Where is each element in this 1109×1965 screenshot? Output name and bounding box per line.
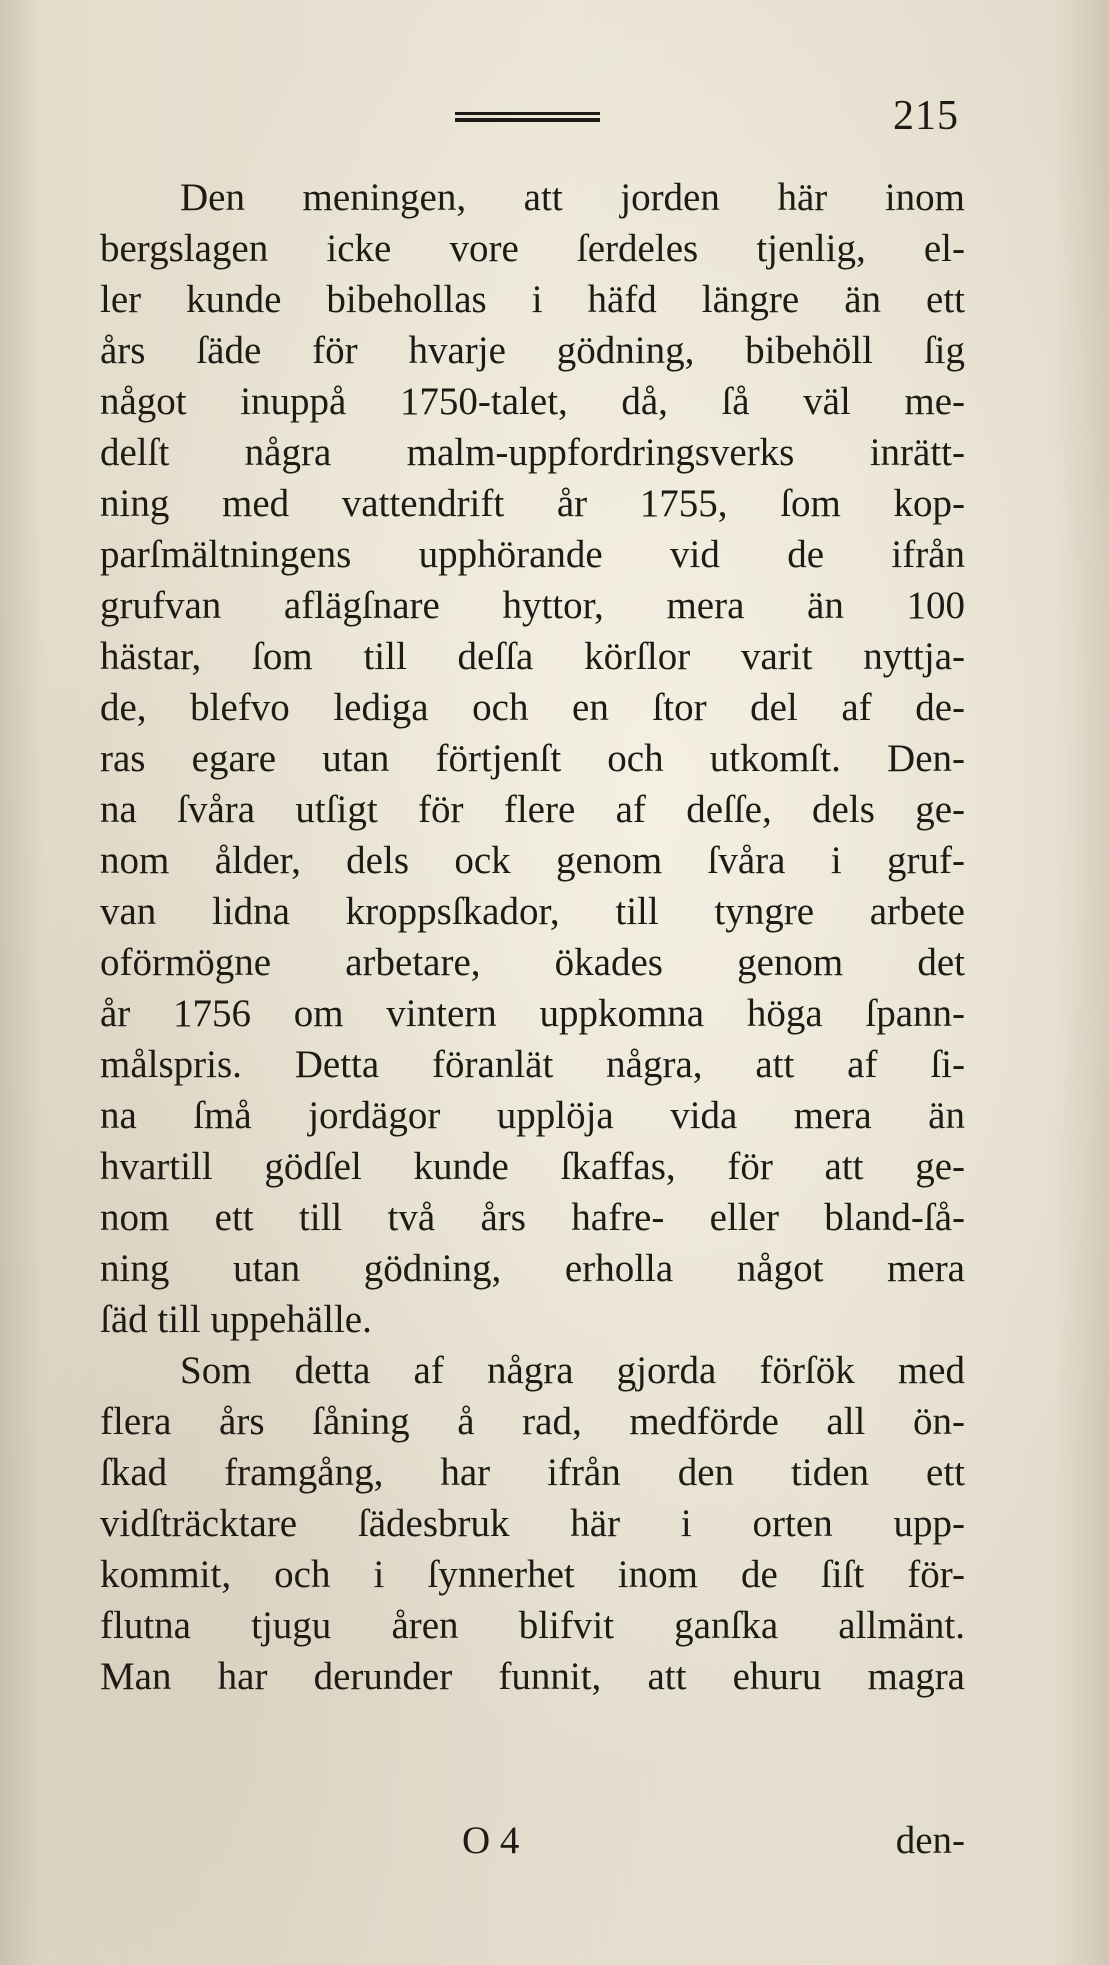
- text-line: ras egare utan förtjenſt och utkomſt. Den-: [100, 737, 965, 780]
- text-line: na ſmå jordägor upplöja vida mera än: [100, 1094, 965, 1137]
- text-line: de, blefvo lediga och en ſtor del af de-: [100, 686, 965, 729]
- body-text: [100, 172, 965, 1702]
- text-line: flera års ſåning å rad, medförde all ön-: [100, 1400, 965, 1443]
- text-line: bergslagen icke vore ſerdeles tjenlig, el-: [100, 227, 965, 270]
- catchword: den-: [895, 1819, 965, 1862]
- text-line: na ſvåra utſigt för flere af deſſe, dels ge-: [100, 788, 965, 831]
- text-line: målspris. Detta föranlät några, att af ſi-: [100, 1043, 965, 1086]
- text-line: ning utan gödning, erholla något mera: [100, 1247, 965, 1290]
- text-line: något inuppå 1750-talet, då, ſå väl me-: [100, 380, 965, 423]
- page-number: 215: [893, 93, 959, 139]
- text-line: ſäd till uppehälle.: [100, 1298, 372, 1341]
- text-line: van lidna kroppsſkador, till tyngre arbete: [100, 890, 965, 933]
- signature-mark: O 4: [462, 1819, 520, 1862]
- text-line: hvartill gödſel kunde ſkaffas, för att ge-: [100, 1145, 965, 1188]
- text-line: år 1756 om vintern uppkomna höga ſpann-: [100, 992, 965, 1035]
- text-line: Som detta af några gjorda förſök med: [180, 1349, 965, 1392]
- text-line: Den meningen, att jorden här inom: [180, 176, 965, 219]
- text-line: delſt några malm-uppfordringsverks inrätt-: [100, 431, 965, 474]
- text-line: parſmältningens upphörande vid de ifrån: [100, 533, 965, 576]
- header-rule: [455, 112, 600, 122]
- text-line: kommit, och i ſynnerhet inom de ſiſt för-: [100, 1553, 965, 1596]
- text-line: grufvan aflägſnare hyttor, mera än 100: [100, 584, 965, 627]
- text-line: vidſträcktare ſädesbruk här i orten upp-: [100, 1502, 965, 1545]
- text-line: års ſäde för hvarje gödning, bibehöll ſig: [100, 329, 965, 372]
- text-line: oförmögne arbetare, ökades genom det: [100, 941, 965, 984]
- text-line: hästar, ſom till deſſa körſlor varit nyttja-: [100, 635, 965, 678]
- text-line: ſkad framgång, har ifrån den tiden ett: [100, 1451, 965, 1494]
- text-line: Man har derunder funnit, att ehuru magra: [100, 1655, 965, 1698]
- text-line: ler kunde bibehollas i häfd längre än ett: [100, 278, 965, 321]
- text-line: nom ålder, dels ock genom ſvåra i gruf-: [100, 839, 965, 882]
- text-line: nom ett till två års hafre- eller bland-ſå-: [100, 1196, 965, 1239]
- text-line: flutna tjugu åren blifvit ganſka allmänt.: [100, 1604, 965, 1647]
- text-line: ning med vattendrift år 1755, ſom kop-: [100, 482, 965, 525]
- page-footer: [100, 1815, 965, 1867]
